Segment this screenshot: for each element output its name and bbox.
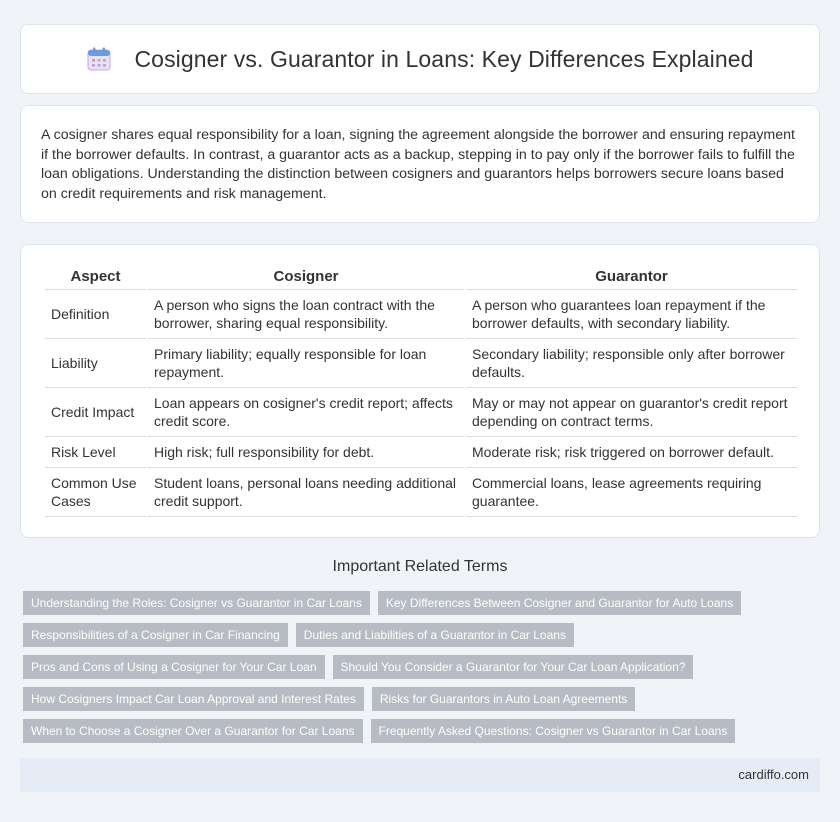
related-term-link[interactable]: Duties and Liabilities of a Guarantor in Car Loans: [296, 623, 574, 647]
table-row: [45, 468, 797, 517]
related-term-link[interactable]: Frequently Asked Questions: Cosigner vs Guarantor in Car Loans: [371, 719, 736, 743]
guarantor-cell: Moderate risk; risk triggered on borrower default.: [466, 437, 797, 468]
cosigner-cell: Loan appears on cosigner's credit report; affects credit score.: [148, 388, 464, 437]
related-term-link[interactable]: Should You Consider a Guarantor for Your Car Loan Application?: [333, 655, 694, 679]
tag-row: [23, 655, 823, 679]
related-terms-list: [23, 591, 823, 751]
cosigner-cell: Student loans, personal loans needing additional credit support.: [148, 468, 464, 517]
calendar-icon: [86, 46, 112, 72]
cosigner-cell: High risk; full responsibility for debt.: [148, 437, 464, 468]
tag-row: [23, 719, 823, 743]
aspect-cell: Common Use Cases: [45, 468, 146, 517]
aspect-cell: Risk Level: [45, 437, 146, 468]
aspect-cell: Definition: [45, 290, 146, 339]
aspect-cell: Liability: [45, 339, 146, 388]
cosigner-cell: A person who signs the loan contract with the borrower, sharing equal responsibility.: [148, 290, 464, 339]
tag-row: [23, 687, 823, 711]
related-term-link[interactable]: How Cosigners Impact Car Loan Approval and Interest Rates: [23, 687, 364, 711]
aspect-cell: Credit Impact: [45, 388, 146, 437]
related-term-link[interactable]: Responsibilities of a Cosigner in Car Financing: [23, 623, 288, 647]
table-row: [45, 437, 797, 468]
tag-row: [23, 591, 823, 615]
comparison-table: [43, 265, 799, 517]
tag-row: [23, 623, 823, 647]
column-header-aspect: Aspect: [45, 265, 146, 290]
table-row: [45, 339, 797, 388]
related-term-link[interactable]: Understanding the Roles: Cosigner vs Guarantor in Car Loans: [23, 591, 370, 615]
column-header-guarantor: Guarantor: [466, 265, 797, 290]
related-term-link[interactable]: Key Differences Between Cosigner and Guarantor for Auto Loans: [378, 591, 741, 615]
guarantor-cell: Commercial loans, lease agreements requiring guarantee.: [466, 468, 797, 517]
guarantor-cell: Secondary liability; responsible only after borrower defaults.: [466, 339, 797, 388]
guarantor-cell: A person who guarantees loan repayment if the borrower defaults, with secondary liability.: [466, 290, 797, 339]
intro-text: A cosigner shares equal responsibility for a loan, signing the agreement alongside the borrower and ensuring repayment if the borrower defaults. In contrast, a guarantor acts as a backup, stepping in to pay only if the borrower fails to fulfill the loan obligations. Understanding the distinction between cosigners and guarantors helps borrowers secure loans based on credit requirements and risk management.: [41, 127, 795, 202]
footer: [20, 758, 820, 792]
related-term-link[interactable]: Risks for Guarantors in Auto Loan Agreements: [372, 687, 635, 711]
table-header-row: [45, 265, 797, 290]
table-row: [45, 290, 797, 339]
related-term-link[interactable]: Pros and Cons of Using a Cosigner for Your Car Loan: [23, 655, 325, 679]
table-row: [45, 388, 797, 437]
guarantor-cell: May or may not appear on guarantor's credit report depending on contract terms.: [466, 388, 797, 437]
header-card: [20, 24, 820, 94]
related-terms-heading: Important Related Terms: [332, 558, 508, 575]
footer-site-link[interactable]: cardiffo.com: [738, 767, 809, 782]
comparison-card: [20, 244, 820, 538]
cosigner-cell: Primary liability; equally responsible for loan repayment.: [148, 339, 464, 388]
intro-card: [20, 105, 820, 223]
column-header-cosigner: Cosigner: [148, 265, 464, 290]
page-title: Cosigner vs. Guarantor in Loans: Key Differences Explained: [134, 45, 754, 72]
related-term-link[interactable]: When to Choose a Cosigner Over a Guarantor for Car Loans: [23, 719, 363, 743]
